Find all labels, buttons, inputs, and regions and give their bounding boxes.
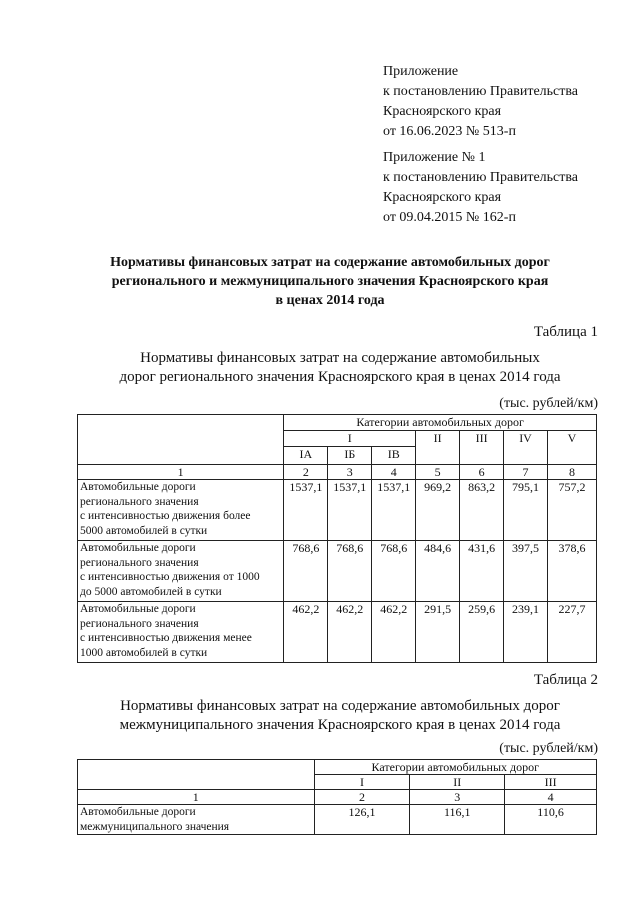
appendix-line: к постановлению Правительства [383,84,579,99]
cell-value: 768,6 [328,541,372,602]
row-label-line: до 5000 автомобилей в сутки [80,585,222,598]
cell-value: 969,2 [416,480,460,541]
cell-value: 1537,1 [328,480,372,541]
main-title [60,253,600,310]
row-label-line: 5000 автомобилей в сутки [80,524,208,537]
table1-col-number: 2 [284,465,328,480]
appendix-line: Красноярского края [383,104,502,119]
table2 [77,759,597,835]
table2-header-cat: I [314,775,410,790]
row-label-line: с интенсивностью движения от 1000 [80,571,260,583]
cell-value: 1537,1 [372,480,416,541]
table-row [78,602,597,663]
table1-header-cat: IV [504,431,548,465]
table1-title-line: Нормативы финансовых затрат на содержание автомобильных [140,350,540,366]
row-label-line: регионального значения [80,495,199,508]
row-label [78,805,315,835]
cell-value: 757,2 [547,480,596,541]
table-row [78,480,597,541]
cell-value: 1537,1 [284,480,328,541]
table1-unit: (тыс. рублей/км) [499,396,598,411]
cell-value: 431,6 [460,541,504,602]
cell-value: 397,5 [504,541,548,602]
row-label-line: Автомобильные дороги [80,481,196,493]
table-row [78,541,597,602]
appendix-prev-line: от 09.04.2015 № 162-п [383,210,516,225]
table2-header-group: Категории автомобильных дорог [314,760,596,775]
cell-value: 291,5 [416,602,460,663]
table1-header-cat: III [460,431,504,465]
row-label-line: Автомобильные дороги [80,603,196,615]
table2-title-line: Нормативы финансовых затрат на содержание автомобильных дорог [120,698,560,714]
appendix-line: Приложение [383,64,459,79]
table1-col-number: 3 [328,465,372,480]
table2-header-empty [78,760,315,790]
table1-col-number: 7 [504,465,548,480]
main-title-line: регионального и межмуниципального значения Красноярского края [111,274,549,289]
table2-col-number: 1 [78,790,315,805]
table1-label: Таблица 1 [533,324,598,340]
row-label-line: регионального значения [80,556,199,569]
row-label [78,541,284,602]
row-label-line: межмуниципального значения [80,820,230,833]
table2-header-cat: II [410,775,505,790]
table2-unit: (тыс. рублей/км) [499,741,598,756]
row-label-line: Автомобильные дороги [80,806,196,818]
row-label [78,480,284,541]
cell-value: 259,6 [460,602,504,663]
table2-col-number: 4 [505,790,597,805]
table2-header-cat: III [505,775,597,790]
cell-value: 462,2 [328,602,372,663]
cell-value: 227,7 [547,602,596,663]
table1-col-number: 6 [460,465,504,480]
row-label-line: 1000 автомобилей в сутки [80,646,208,659]
table1-header-subcat: IБ [328,447,372,465]
cell-value: 484,6 [416,541,460,602]
table1-header-subcat: IA [284,447,328,465]
row-label-line: с интенсивностью движения более [80,510,251,522]
appendix-prev-block [383,148,578,228]
table1-header-cat: V [547,431,596,465]
appendix-prev-line: Приложение № 1 [383,150,486,165]
cell-value: 126,1 [314,805,410,835]
appendix-prev-line: Красноярского края [383,190,502,205]
cell-value: 768,6 [284,541,328,602]
table1-title [60,349,620,387]
cell-value: 462,2 [372,602,416,663]
appendix-prev-line: к постановлению Правительства [383,170,579,185]
table2-label: Таблица 2 [533,672,598,688]
table2-col-number: 3 [410,790,505,805]
cell-value: 768,6 [372,541,416,602]
table2-title-line: межмуниципального значения Красноярского края в ценах 2014 года [119,717,561,733]
table1-title-line: дорог регионального значения Красноярского края в ценах 2014 года [119,369,561,385]
table1 [77,414,597,663]
appendix-line: от 16.06.2023 № 513-п [383,124,516,139]
table1-header-cat: II [416,431,460,465]
row-label-line: Автомобильные дороги [80,542,196,554]
cell-value: 378,6 [547,541,596,602]
main-title-line: Нормативы финансовых затрат на содержание автомобильных дорог [110,255,550,270]
table2-title [60,697,620,735]
cell-value: 795,1 [504,480,548,541]
table1-header-subcat: IВ [372,447,416,465]
appendix-block [383,62,578,142]
cell-value: 116,1 [410,805,505,835]
row-label-line: регионального значения [80,617,199,630]
table1-col-number: 4 [372,465,416,480]
table1-col-number: 5 [416,465,460,480]
row-label-line: с интенсивностью движения менее [80,632,252,644]
table1-header-empty [78,415,284,465]
cell-value: 863,2 [460,480,504,541]
table1-header-cat: I [284,431,416,447]
main-title-line: в ценах 2014 года [275,293,385,308]
table2-col-number: 2 [314,790,410,805]
table-row [78,805,597,835]
table1-col-number: 1 [78,465,284,480]
table1-header-group: Категории автомобильных дорог [284,415,597,431]
row-label [78,602,284,663]
cell-value: 462,2 [284,602,328,663]
cell-value: 110,6 [505,805,597,835]
table1-col-number: 8 [547,465,596,480]
cell-value: 239,1 [504,602,548,663]
